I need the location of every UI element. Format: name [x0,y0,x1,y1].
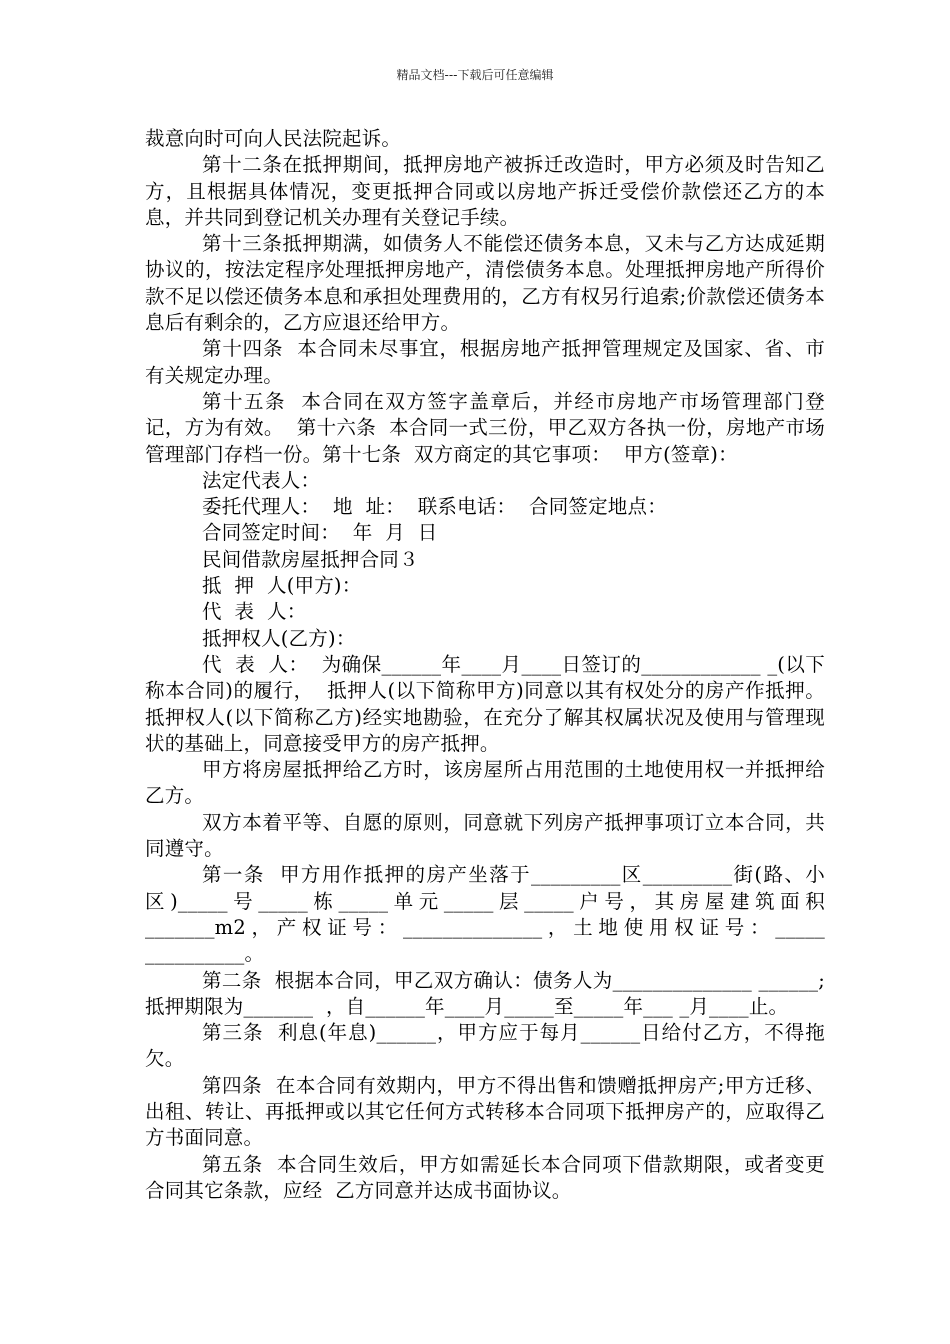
paragraph-article-3: 第三条 利息(年息)______，甲方应于每月______日给付乙方，不得拖欠。 [145,1021,825,1071]
page-header: 精品文档---下载后可任意编辑 [396,68,554,82]
paragraph-article-2: 第二条 根据本合同，甲乙双方确认：债务人为______________ ______;抵押期限为_______ ，自______年____月_____至_____年___ _月____止。 [145,968,825,1018]
paragraph: 双方本着平等、自愿的原则，同意就下列房产抵押事项订立本合同，共同遵守。 [145,810,825,861]
paragraph-article-14: 第十四条 本合同未尽事宜，根据房地产抵押管理规定及国家、省、市有关规定办理。 [145,337,825,387]
paragraph-preamble: 代 表 人： 为确保______年____月____日签订的____________ _(以下称本合同)的履行， 抵押人(以下简称甲方)同意以其有权处分的房产作抵押。抵押权人(以下简称乙方)经实地勘验，在充分了解其权属状况及使用与管理现状的基础上，同意接受甲方的房产抵押。 [145,652,825,755]
paragraph-article-4: 第四条 在本合同有效期内，甲方不得出售和馈赠抵押房产;甲方迁移、出租、转让、再抵押或以其它任何方式转移本合同项下抵押房产的，应取得乙方书面同意。 [145,1073,825,1150]
paragraph-article-13: 第十三条抵押期满，如债务人不能偿还债务本息，又未与乙方达成延期协议的，按法定程序处理抵押房地产，清偿债务本息。处理抵押房地产所得价款不足以偿还债务本息和承担处理费用的，乙方有权另行追索;价款偿还债务本息后有剩余的，乙方应退还给甲方。 [145,232,825,335]
signature-line: 委托代理人： 地 址： 联系电话： 合同签定地点： [202,495,667,519]
signature-line: 法定代表人： [202,468,321,492]
paragraph-article-12: 第十二条在抵押期间，抵押房地产被拆迁改造时，甲方必须及时告知乙方，且根据具体情况，变更抵押合同或以房地产拆迁受偿价款偿还乙方的本息，并共同到登记机关办理有关登记手续。 [145,153,825,229]
paragraph: 甲方将房屋抵押给乙方时，该房屋所占用范围的土地使用权一并抵押给乙方。 [145,758,825,808]
party-line: 抵押权人(乙方)： [202,626,356,650]
party-line: 抵 押 人(甲方)： [202,574,362,598]
contract-title: 民间借款房屋抵押合同３ [202,547,419,571]
document-body [145,126,832,1204]
paragraph-article-1: 第一条 甲方用作抵押的房产坐落于_________区_________街(路、小区)_____号_____栋_____单元_____层_____户号，其房屋建筑面积_______m2，产权证号：______________，土地使用权证号：_____ __________。 [145,863,832,966]
paragraph: 裁意向时可向人民法院起诉。 [145,127,402,150]
paragraph-article-15-17: 第十五条 本合同在双方签字盖章后，并经市房地产市场管理部门登记，方为有效。 第十六条 本合同一式三份，甲乙双方各执一份，房地产市场管理部门存档一份。第十七条 双方商定的其它事项： 甲方(签章)： [145,389,825,466]
paragraph-article-5: 第五条 本合同生效后，甲方如需延长本合同项下借款期限，或者变更合同其它条款，应经 乙方同意并达成书面协议。 [145,1152,825,1202]
signature-line: 合同签定时间： 年 月 日 [202,521,438,545]
party-line: 代 表 人： [202,600,307,624]
